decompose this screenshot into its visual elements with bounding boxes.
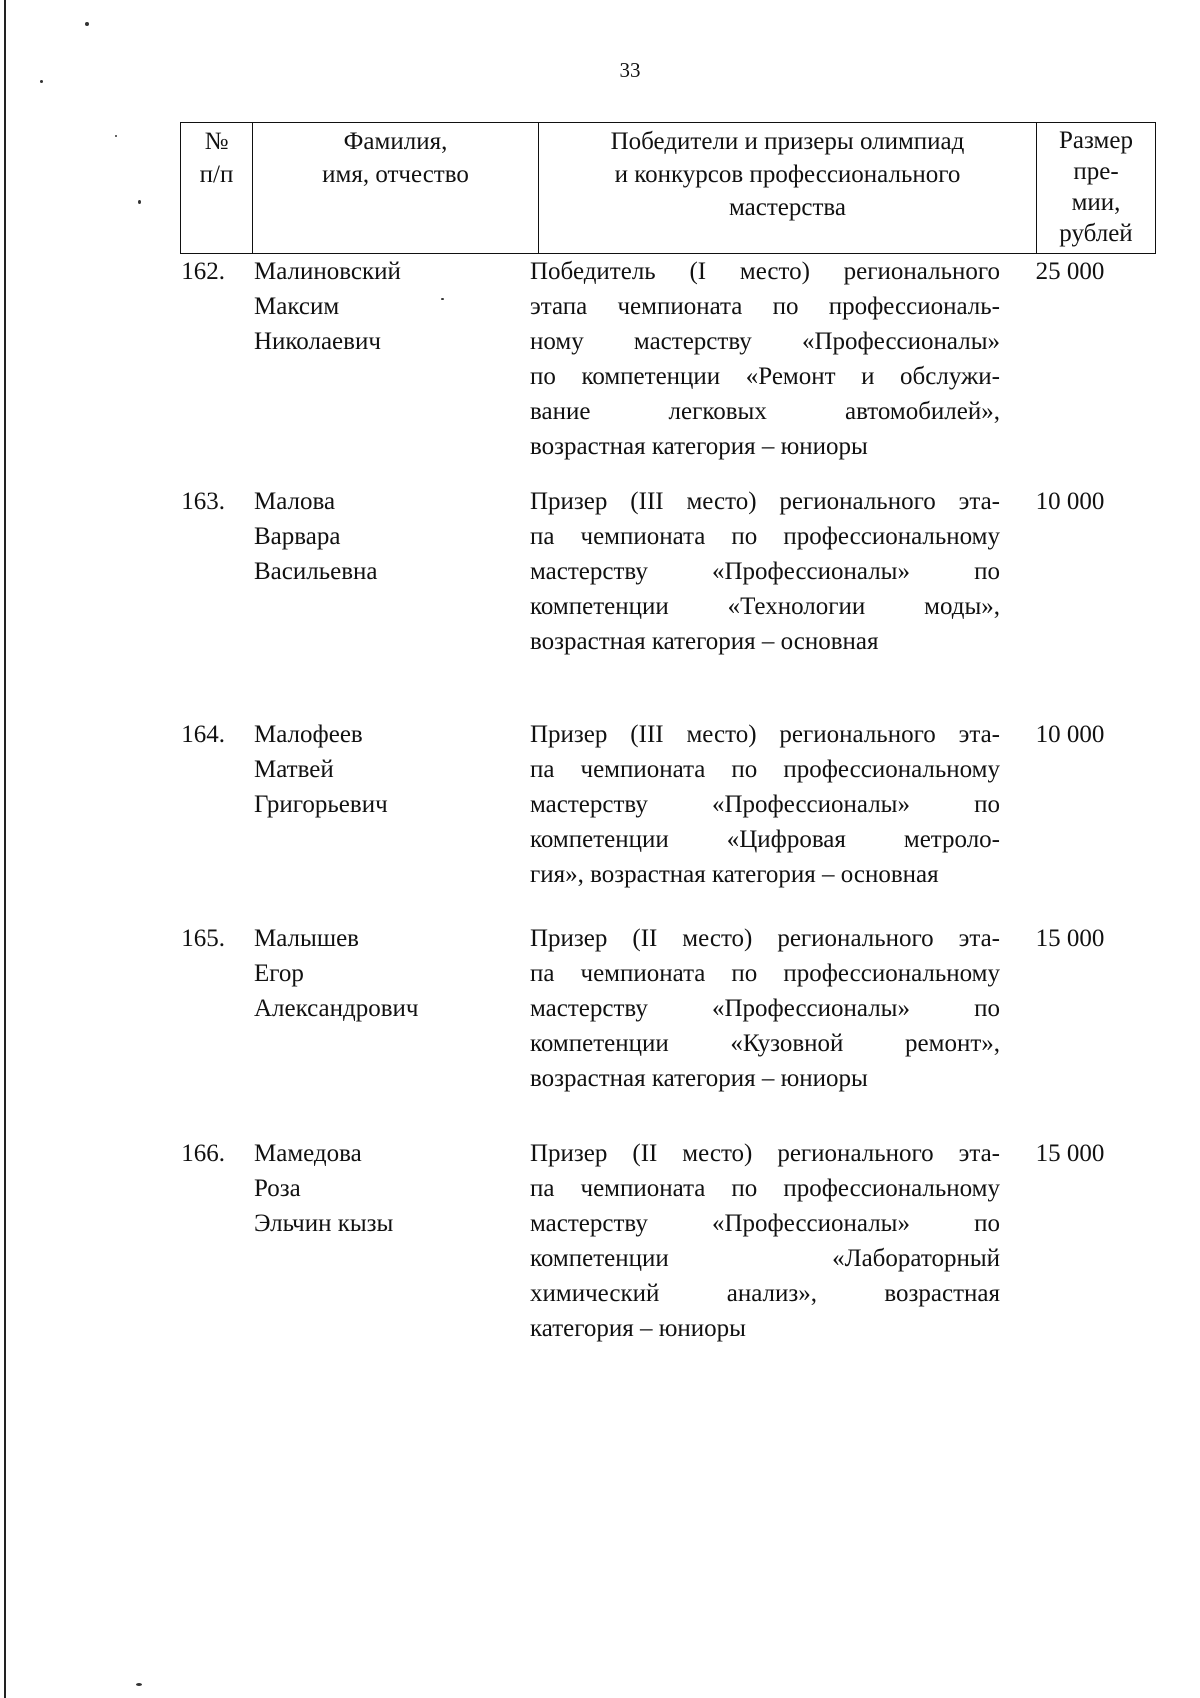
scan-speck [115, 135, 117, 137]
scan-speck [85, 22, 89, 26]
header-name-column: Фамилия, имя, отчество [253, 123, 539, 254]
row-number: 164. [181, 721, 225, 748]
header-number-column: № п/п [181, 123, 253, 254]
row-name: Малышев Егор Александрович [254, 925, 419, 1022]
row-description: Призер (III место) регионального эта- па чемпионата по профессиональному мастерству «Профессионалы» по компетенции «Технологии моды», возрастная категория – основная [530, 488, 1000, 655]
scan-left-edge [4, 0, 6, 1698]
row-amount: 25 000 [1035, 258, 1105, 285]
row-description: Призер (II место) регионального эта- па чемпионата по профессиональному мастерству «Профессионалы» по компетенции «Лабораторный химический анализ», возрастная категория – юниоры [530, 1140, 1000, 1342]
header-amount-column: Размер пре- мии, рублей [1037, 123, 1156, 254]
row-amount: 15 000 [1035, 1140, 1105, 1167]
row-name: Малиновский Максим Николаевич [254, 258, 401, 355]
row-number: 165. [181, 925, 225, 952]
row-amount: 15 000 [1035, 925, 1105, 952]
table-header [180, 122, 1156, 254]
row-description: Призер (II место) регионального эта- па чемпионата по профессиональному мастерству «Профессионалы» по компетенции «Кузовной ремонт», возрастная категория – юниоры [530, 925, 1000, 1092]
row-name: Мамедова Роза Эльчин кызы [254, 1140, 394, 1237]
row-number: 162. [181, 258, 225, 285]
scan-speck [138, 200, 141, 204]
row-number: 163. [181, 488, 225, 515]
row-amount: 10 000 [1035, 488, 1105, 515]
header-description-column: Победители и призеры олимпиад и конкурсов профессионального мастерства [539, 123, 1037, 254]
row-description: Победитель (I место) регионального этапа чемпионата по профессиональ- ному мастерству «Профессионалы» по компетенции «Ремонт и обслужи- вание легковых автомобилей», возрастная категория – юниоры [530, 258, 1000, 460]
scan-speck [136, 1683, 142, 1686]
row-name: Малова Варвара Васильевна [254, 488, 378, 585]
row-name: Малофеев Матвей Григорьевич [254, 721, 388, 818]
page-number: 33 [619, 58, 641, 82]
row-amount: 10 000 [1035, 721, 1105, 748]
row-number: 166. [181, 1140, 225, 1167]
row-description: Призер (III место) регионального эта- па чемпионата по профессиональному мастерству «Профессионалы» по компетенции «Цифровая метроло- гия», возрастная категория – основная [530, 721, 1000, 888]
